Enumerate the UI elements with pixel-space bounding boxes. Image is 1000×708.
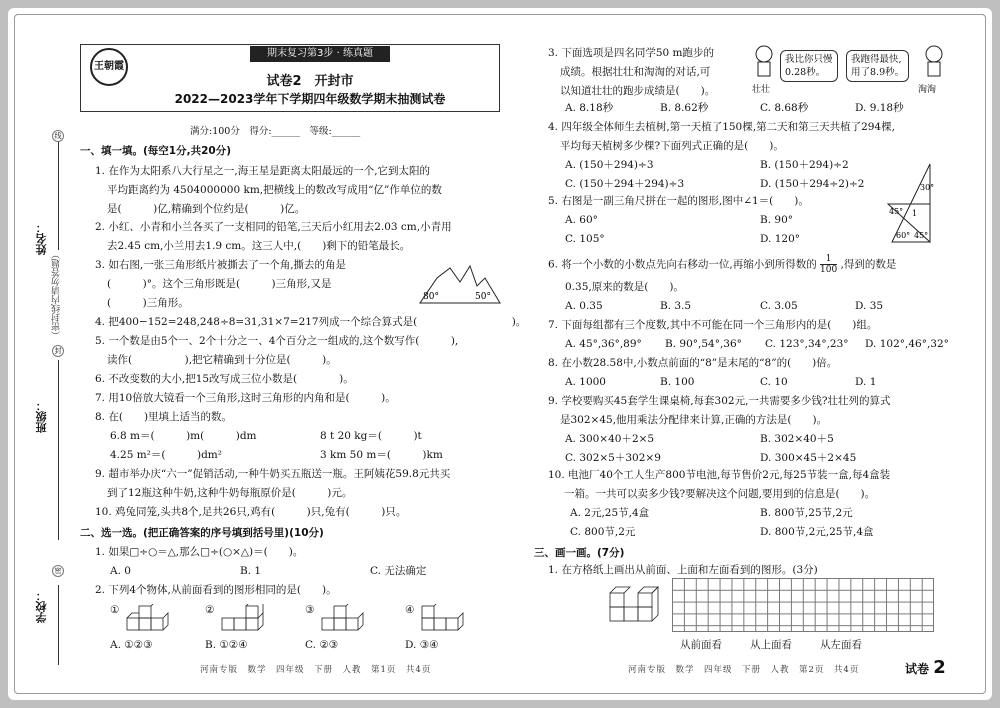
conversion-item: 8 t 20 kg＝( )t	[320, 430, 422, 442]
paper-subtitle: 2022—2023学年下学期四年级数学期末抽测试卷	[174, 92, 446, 106]
seal-line	[58, 360, 59, 540]
option: C. 无法确定	[370, 565, 427, 577]
question-2-4	[548, 118, 895, 156]
text-line: 10. 电池厂40个工人生产800节电池,每节售价2元,每25节装一盒,每4盒装	[548, 469, 891, 481]
option: A. 0.35	[565, 300, 603, 312]
seal-line	[58, 585, 59, 665]
question-2-1: 1. 如果□÷○＝△,那么□÷(○×△)＝( )。	[95, 546, 304, 558]
brand-logo: 王朝霞	[90, 48, 128, 86]
question-1-10: 10. 鸡兔同笼,头共8个,足共26只,鸡有( )只,兔有( )只。	[95, 506, 407, 518]
cube-figure	[420, 604, 470, 634]
option: A. (150＋294)÷3	[565, 159, 654, 171]
question-3-1: 1. 在方格纸上画出从前面、上面和左面看到的图形。(3分)	[548, 564, 818, 576]
text-line: ( )°。这个三角形既是( )三角形,又是	[107, 278, 332, 290]
triangle-rulers-figure	[884, 160, 936, 246]
option: B. 90°	[760, 214, 794, 226]
option: C. 123°,34°,23°	[765, 338, 849, 350]
text-line: 成绩。根据壮壮和淘淘的对话,可	[560, 66, 711, 78]
angle-label: 45°	[889, 207, 904, 216]
text-line: 4. 四年级全体师生去植树,第一天植了150棵,第二天和第三天共植了294棵,	[548, 121, 895, 133]
fraction	[820, 254, 837, 275]
cube-stack-figure	[608, 585, 664, 625]
question-1-4: 4. 把400−152=248,248÷8=31,31×7=217列成一个综合算式是( )。	[95, 316, 527, 328]
option: D. 102°,46°,32°	[865, 338, 949, 350]
text-line: 去2.45 cm,小兰用去1.9 cm。这三人中,( )剩下的铅笔最长。	[107, 240, 411, 252]
option: A. 0	[110, 565, 131, 577]
boy-illustration	[922, 44, 946, 80]
angle-label: 50°	[475, 292, 491, 302]
text-line: 以知道壮壮的跑步成绩是( )。	[560, 85, 716, 97]
option: D. 300×45＋2×45	[760, 452, 857, 464]
text-line: 9. 学校要购买45套学生课桌椅,每套302元,一共需要多少钱?壮壮列的算式	[548, 395, 891, 407]
cube-figure	[320, 604, 370, 634]
question-1-5	[95, 332, 458, 370]
option: D. 9.18秒	[855, 102, 904, 114]
question-1-9	[95, 465, 450, 503]
option: B. 100	[660, 376, 695, 388]
figure-number: ③	[305, 604, 315, 616]
text-part: ,得到的数是	[840, 258, 897, 271]
option: A. 8.18秒	[565, 102, 614, 114]
question-2-3	[548, 44, 715, 101]
view-label: 从前面看	[680, 639, 722, 651]
school-label: 学校：	[35, 590, 48, 623]
name-label: 姓名：	[35, 222, 48, 255]
bubble-text: 我跑得最快,	[851, 54, 902, 65]
seal-tag: 线	[52, 130, 64, 142]
text-line: 是( )亿,精确到个位约是( )亿。	[107, 203, 306, 215]
text-line: 平均每天植树多少棵?下面列式正确的是( )。	[560, 140, 784, 152]
option: B. 1	[240, 565, 262, 577]
footer-left: 河南专版 数学 四年级 下册 人教 第1页 共4页	[200, 665, 432, 675]
question-2-6	[548, 254, 896, 275]
text-line: 1. 在作为太阳系八大行星之一,海王星是距离太阳最远的一个,它到太阳的	[95, 165, 431, 177]
question-2-2: 2. 下列4个物体,从前面看到的图形相同的是( )。	[95, 584, 337, 596]
torn-triangle-figure	[415, 258, 505, 308]
angle-label: 45°	[914, 231, 929, 240]
speech-bubble	[846, 50, 909, 82]
conversion-item: 6.8 m＝( )m( )dm	[110, 430, 257, 442]
exam-number: 2	[933, 657, 946, 678]
angle-label: 60°	[896, 231, 911, 240]
option: A. ①②③	[110, 639, 153, 651]
angle-label: 1	[912, 209, 918, 218]
question-1-1	[95, 162, 442, 219]
option: C. 8.68秒	[760, 102, 809, 114]
question-1-2	[95, 218, 452, 256]
bubble-text: 我比你只慢	[785, 54, 833, 65]
text-line: 3. 下面选项是四名同学50 m跑步的	[548, 47, 715, 59]
question-2-5: 5. 右图是一副三角尺拼在一起的图形,图中∠1＝( )。	[548, 195, 809, 207]
exam-number-label	[905, 657, 946, 678]
text-line: 3. 如右图,一张三角形纸片被撕去了一个角,撕去的角是	[95, 259, 347, 271]
score-line: 满分:100分 得分:______ 等级:______	[190, 126, 361, 137]
seal-line	[58, 140, 59, 250]
angle-label: 30°	[920, 183, 935, 192]
angle-label: 80°	[423, 292, 439, 302]
bubble-text: 0.28秒。	[785, 67, 826, 78]
option: D. ③④	[405, 639, 439, 651]
footer-right: 河南专版 数学 四年级 下册 人教 第2页 共4页	[628, 665, 860, 675]
question-2-6-cont: 0.35,原来的数是( )。	[565, 281, 684, 293]
option: A. 45°,36°,89°	[565, 338, 642, 350]
option: A. 1000	[565, 376, 606, 388]
view-label: 从上面看	[750, 639, 792, 651]
text-line: 到了12瓶这种牛奶,这种牛奶每瓶原价是( )元。	[107, 487, 353, 499]
class-label: 班级：	[35, 400, 48, 433]
question-1-7: 7. 用10倍放大镜看一个三角形,这时三角形的内角和是( )。	[95, 392, 396, 404]
conversion-item: 3 km 50 m＝( )km	[320, 449, 443, 461]
option: B. 90°,54°,36°	[665, 338, 742, 350]
question-1-3	[95, 256, 346, 313]
kid-name: 淘淘	[918, 85, 937, 95]
option: A. 2元,25节,4盒	[570, 507, 650, 519]
review-banner: 期末复习第3步 · 练真题	[250, 46, 390, 62]
figure-number: ②	[205, 604, 215, 616]
cube-figure	[125, 604, 175, 634]
text-line: 是302×45,他用乘法分配律来计算,正确的方法是( )。	[560, 414, 828, 426]
text-line: 9. 超市举办庆“六一”促销活动,一种牛奶买五瓶送一瓶。王阿姨花59.8元共买	[95, 468, 451, 480]
fraction-numerator: 1	[820, 254, 837, 265]
text-line: 读作( ),把它精确到十分位是( )。	[107, 354, 337, 366]
option: B. ①②④	[205, 639, 248, 651]
option: C. 3.05	[760, 300, 798, 312]
boy-illustration	[752, 44, 776, 80]
text-line: 5. 一个数是由5个一、2个十分之一、4个百分之一组成的,这个数写作( ),	[95, 335, 459, 347]
bubble-text: 用了8.9秒。	[851, 67, 905, 78]
fraction-denominator: 100	[820, 265, 838, 275]
option: C. 10	[760, 376, 788, 388]
question-2-7: 7. 下面每组都有三个度数,其中不可能在同一个三角形内的是( )组。	[548, 319, 878, 331]
question-1-6: 6. 不改变数的大小,把15改写成三位小数是( )。	[95, 373, 354, 385]
option: D. 120°	[760, 233, 801, 245]
option: D. 800节,2元,25节,4盒	[760, 526, 874, 538]
kid-name: 壮壮	[752, 85, 771, 95]
option: B. 3.5	[660, 300, 692, 312]
question-2-9	[548, 392, 891, 430]
section2-title: 二、选一选。(把正确答案的序号填到括号里)(10分)	[80, 527, 324, 539]
option: D. 1	[855, 376, 877, 388]
text-line: 平均距离约为 4504000000 km,把横线上的数改写成用“亿”作单位的数	[107, 184, 442, 196]
figure-number: ①	[110, 604, 120, 616]
conversion-item: 4.25 m²＝( )dm²	[110, 449, 222, 461]
cube-figure	[220, 604, 270, 634]
text-line: 2. 小红、小青和小兰各买了一支相同的铅笔,三天后小红用去2.03 cm,小青用	[95, 221, 452, 233]
option: C. 302×5＋302×9	[565, 452, 661, 464]
option: A. 300×40＋2×5	[565, 433, 655, 445]
text-line: 一箱。一共可以卖多少钱?要解决这个问题,要用到的信息是( )。	[564, 488, 876, 500]
text-part: 6. 将一个小数的小数点先向右移动一位,再缩小到所得数的	[548, 258, 817, 271]
option: B. 8.62秒	[660, 102, 709, 114]
section3-title: 三、画一画。(7分)	[534, 547, 625, 559]
option: C. ②③	[305, 639, 339, 651]
option: B. (150＋294)÷2	[760, 159, 849, 171]
option: C. (150＋294＋294)÷3	[565, 178, 685, 190]
seal-tag: 密	[52, 565, 64, 577]
option: D. 35	[855, 300, 884, 312]
question-2-10	[548, 466, 890, 504]
question-2-8: 8. 在小数28.58中,小数点前面的“8”是末尾的“8”的( )倍。	[548, 357, 838, 369]
option: D. (150＋294÷2)÷2	[760, 178, 865, 190]
question-1-8: 8. 在( )里填上适当的数。	[95, 411, 233, 423]
exam-prefix: 试卷	[905, 662, 930, 676]
option: C. 105°	[565, 233, 605, 245]
text-line: ( )三角形。	[107, 297, 189, 309]
option: B. 302×40＋5	[760, 433, 834, 445]
seal-note: （密封线内请勿答题）	[52, 250, 62, 340]
drawing-grid[interactable]	[672, 578, 934, 632]
option: A. 60°	[565, 214, 598, 226]
figure-number: ④	[405, 604, 415, 616]
view-label: 从左面看	[820, 639, 862, 651]
option: B. 800节,25节,2元	[760, 507, 853, 519]
paper-title: 试卷2 开封市	[266, 74, 354, 89]
speech-bubble	[780, 50, 838, 82]
section1-title: 一、填一填。(每空1分,共20分)	[80, 145, 232, 157]
option: C. 800节,2元	[570, 526, 636, 538]
seal-tag: 封	[52, 345, 64, 357]
